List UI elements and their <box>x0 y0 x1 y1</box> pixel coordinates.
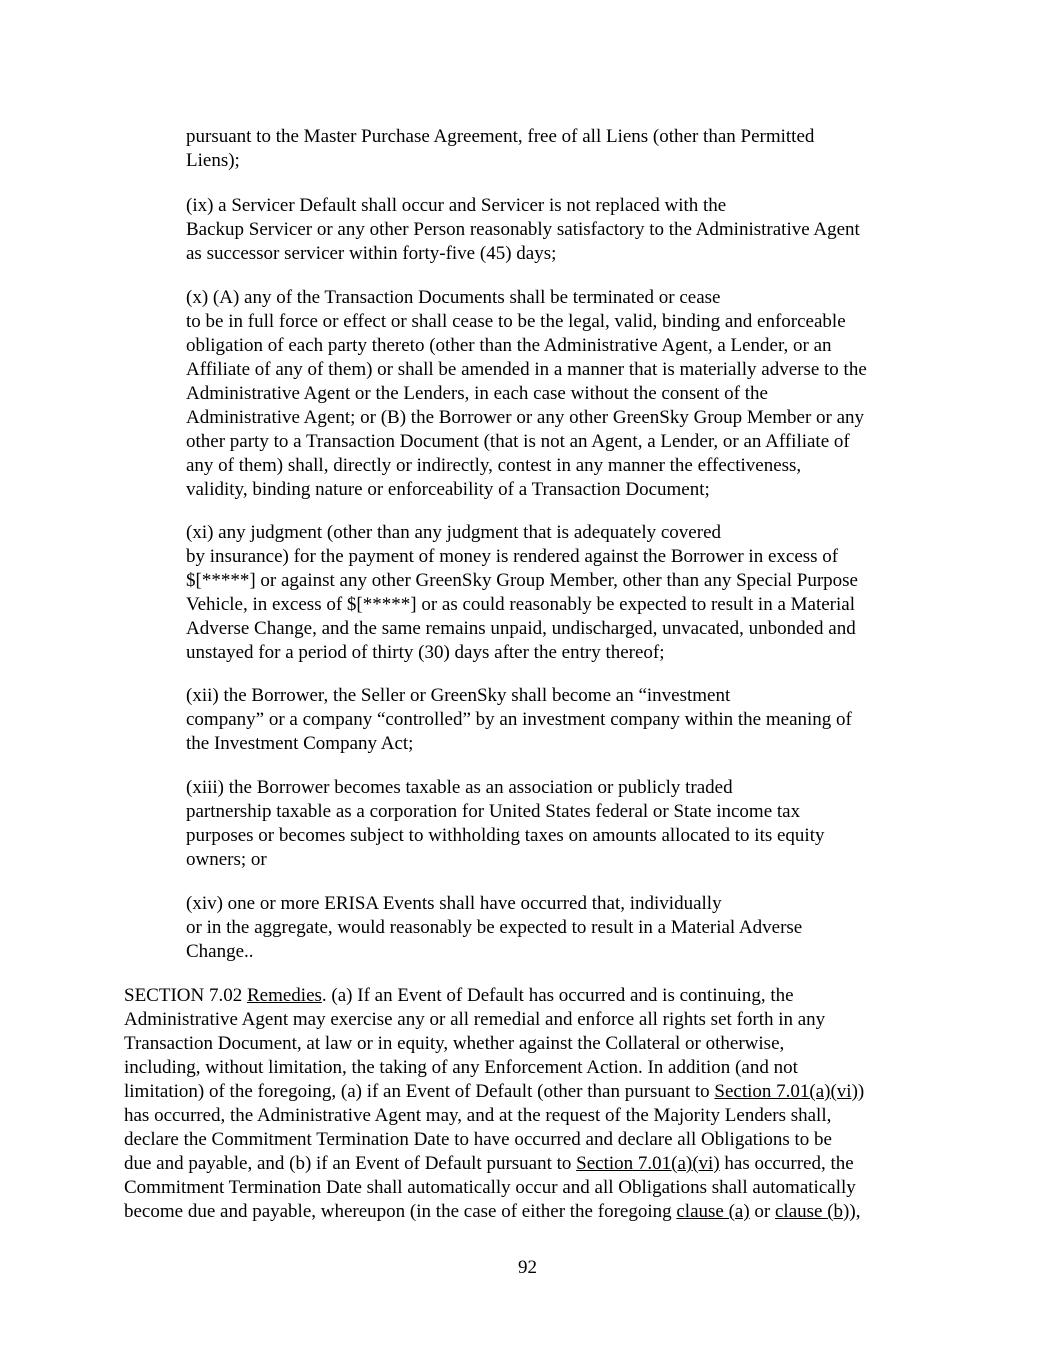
clause-x: (x) (A) any of the Transaction Documents shall be terminated or cease to be in full force or effect or shall cease to be the legal, valid, binding and enforceable obligation of each party thereto (other than the Administrative Agent, a Lender, or an Affiliate of any of them) or shall be amended in a manner that is materially adverse to the Administrative Agent or the Lenders, in each case without the consent of the Administrative Agent; or (B) the Borrower or any other GreenSky Group Member or any other party to a Transaction Document (that is not an Agent, a Lender, or an Affiliate of any of them) shall, directly or indirectly, contest in any manner the effectiveness, validity, binding nature or enforceability of a Transaction Document; <box>186 287 867 500</box>
section-lead: SECTION 7.02 <box>124 985 247 1006</box>
section-text: . (a) If an Event of Default has occurred and is continuing, the Administrative Agent may exercise any or all remedial and enforce all rights set forth in any Transaction Document, at law or in equity, whether against the Collateral or otherwise, including, without limitation, the taking of any Enforcement Action. In addition (and not limitation) of the foregoing, (a) if an Event of Default (other than pursuant to <box>124 985 826 1102</box>
clause-ix: (ix) a Servicer Default shall occur and Servicer is not replaced with the Backup Servicer or any other Person reasonably satisfactory to the Administrative Agent as successor servicer within forty-five (45) days; <box>186 195 860 264</box>
clause-xiv: (xiv) one or more ERISA Events shall have occurred that, individually or in the aggregate, would reasonably be expected to result in a Material Adverse Change.. <box>186 893 803 962</box>
clause-xiii: (xiii) the Borrower becomes taxable as an association or publicly traded partnership taxable as a corporation for United States federal or State income tax purposes or becomes subject to withholding taxes on amounts allocated to its equity owners; or <box>186 777 825 870</box>
clause-reference-link[interactable]: clause (a) <box>676 1201 750 1222</box>
paragraph-continuation: pursuant to the Master Purchase Agreement, free of all Liens (other than Permitted Liens); <box>186 126 815 171</box>
section-text: has occurred, the Commitment Termination Date shall automatically occur and all Obligations shall automatically become due and payable, whereupon (in the case of either the foregoing <box>124 1153 856 1222</box>
section-heading: Remedies <box>246 985 322 1006</box>
section-text: ), <box>849 1201 861 1222</box>
clause-xi: (xi) any judgment (other than any judgment that is adequately covered by insurance) for the payment of money is rendered against the Borrower in excess of $[*****] or against any other GreenSky Group Member, other than any Special Purpose Vehicle, in excess of $[*****] or as could reasonably be expected to result in a Material Adverse Change, and the same remains unpaid, undischarged, unvacated, unbonded and unstayed for a period of thirty (30) days after the entry thereof; <box>186 522 858 663</box>
section-text: or <box>749 1201 775 1222</box>
section-7-02-remedies <box>124 984 946 1224</box>
clause-reference-link[interactable]: clause (b) <box>775 1201 850 1222</box>
page-number: 92 <box>518 1257 537 1278</box>
clause-xii: (xii) the Borrower, the Seller or GreenSky shall become an “investment company” or a company “controlled” by an investment company within the meaning of the Investment Company Act; <box>186 685 852 754</box>
section-text: ) has occurred, the Administrative Agent may, and at the request of the Majority Lenders shall, declare the Commitment Termination Date to have occurred and declare all Obligations to be due and payable, and (b) if an Event of Default pursuant to <box>124 1081 865 1174</box>
cross-reference-link[interactable]: Section 7.01(a)(vi) <box>714 1081 858 1102</box>
cross-reference-link[interactable]: Section 7.01(a)(vi) <box>576 1153 720 1174</box>
